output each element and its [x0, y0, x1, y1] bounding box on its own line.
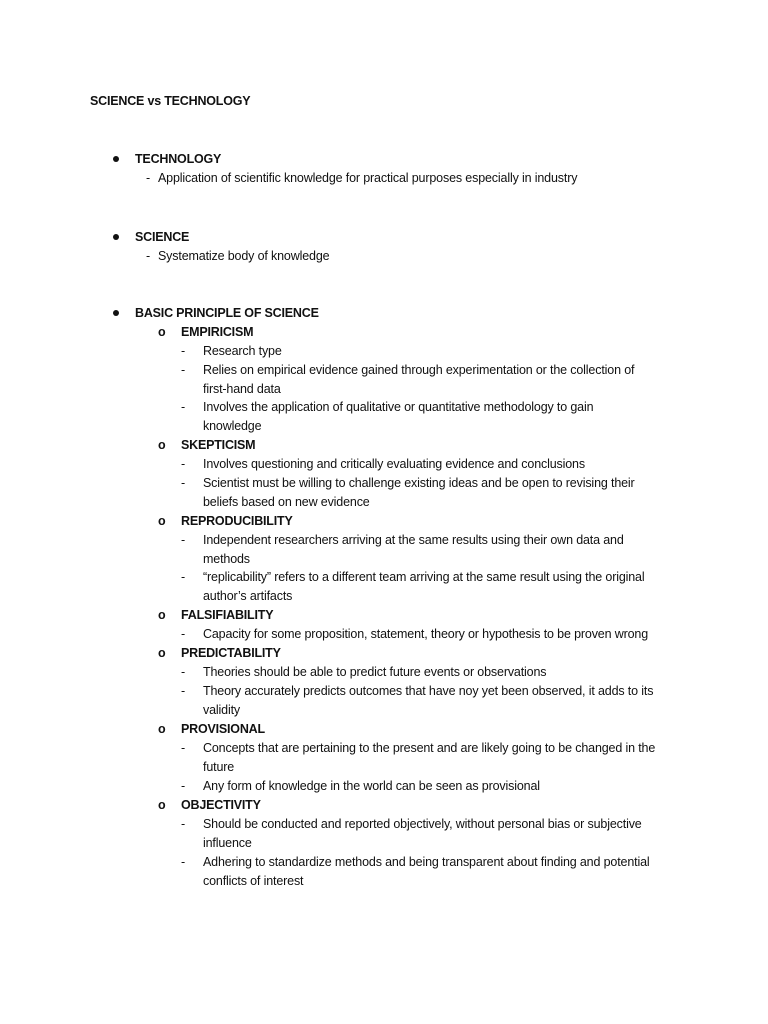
principle-provisional: PROVISIONAL [181, 722, 265, 736]
principle-skepticism: SKEPTICISM [181, 438, 256, 452]
section-heading-technology: TECHNOLOGY [135, 152, 222, 166]
dash-marker: - [181, 400, 186, 414]
objectivity-line: Adhering to standardize methods and being transparent about finding and potential [203, 855, 650, 869]
sub-bullet-icon: o [158, 646, 166, 660]
reproducibility-line: “replicability” refers to a different team arriving at the same result using the original [203, 570, 645, 584]
reproducibility-line-cont: methods [203, 552, 250, 566]
principle-falsifiability: FALSIFIABILITY [181, 608, 274, 622]
document-title: SCIENCE vs TECHNOLOGY [90, 94, 251, 108]
provisional-line-cont: future [203, 760, 235, 774]
principle-reproducibility: REPRODUCIBILITY [181, 514, 293, 528]
dash-marker: - [146, 249, 151, 263]
dash-marker: - [181, 476, 186, 490]
provisional-line: Concepts that are pertaining to the present and are likely going to be changed in the [203, 741, 656, 755]
skepticism-line: Involves questioning and critically evaluating evidence and conclusions [203, 457, 585, 471]
sub-bullet-icon: o [158, 325, 166, 339]
dash-marker: - [181, 817, 186, 831]
principle-empiricism: EMPIRICISM [181, 325, 254, 339]
empiricism-line-cont: knowledge [203, 419, 262, 433]
bullet-dot-icon [113, 234, 119, 240]
dash-marker: - [181, 570, 186, 584]
dash-marker: - [181, 457, 186, 471]
dash-marker: - [181, 855, 186, 869]
science-definition: Systematize body of knowledge [158, 249, 330, 263]
skepticism-line-cont: beliefs based on new evidence [203, 495, 370, 509]
bullet-dot-icon [113, 310, 119, 316]
empiricism-line: Involves the application of qualitative or quantitative methodology to gain [203, 400, 594, 414]
sub-bullet-icon: o [158, 722, 166, 736]
dash-marker: - [181, 363, 186, 377]
provisional-line: Any form of knowledge in the world can be seen as provisional [203, 779, 540, 793]
dash-marker: - [181, 779, 186, 793]
section-heading-basic-principle: BASIC PRINCIPLE OF SCIENCE [135, 306, 319, 320]
objectivity-line: Should be conducted and reported objectively, without personal bias or subjective [203, 817, 642, 831]
sub-bullet-icon: o [158, 438, 166, 452]
sub-bullet-icon: o [158, 798, 166, 812]
reproducibility-line: Independent researchers arriving at the same results using their own data and [203, 533, 624, 547]
predictability-line: Theory accurately predicts outcomes that have noy yet been observed, it adds to its [203, 684, 654, 698]
empiricism-line: Research type [203, 344, 282, 358]
objectivity-line-cont: conflicts of interest [203, 874, 304, 888]
technology-definition: Application of scientific knowledge for practical purposes especially in industry [158, 171, 578, 185]
dash-marker: - [181, 344, 186, 358]
dash-marker: - [181, 627, 186, 641]
dash-marker: - [181, 741, 186, 755]
dash-marker: - [181, 684, 186, 698]
reproducibility-line-cont: author’s artifacts [203, 589, 293, 603]
principle-objectivity: OBJECTIVITY [181, 798, 261, 812]
empiricism-line: Relies on empirical evidence gained through experimentation or the collection of [203, 363, 635, 377]
falsifiability-line: Capacity for some proposition, statement, theory or hypothesis to be proven wrong [203, 627, 649, 641]
bullet-dot-icon [113, 156, 119, 162]
sub-bullet-icon: o [158, 608, 166, 622]
empiricism-line-cont: first-hand data [203, 382, 281, 396]
dash-marker: - [146, 171, 151, 185]
dash-marker: - [181, 533, 186, 547]
predictability-line: Theories should be able to predict future events or observations [203, 665, 547, 679]
sub-bullet-icon: o [158, 514, 166, 528]
skepticism-line: Scientist must be willing to challenge existing ideas and be open to revising their [203, 476, 635, 490]
principle-predictability: PREDICTABILITY [181, 646, 281, 660]
predictability-line-cont: validity [203, 703, 241, 717]
dash-marker: - [181, 665, 186, 679]
section-heading-science: SCIENCE [135, 230, 190, 244]
objectivity-line-cont: influence [203, 836, 252, 850]
